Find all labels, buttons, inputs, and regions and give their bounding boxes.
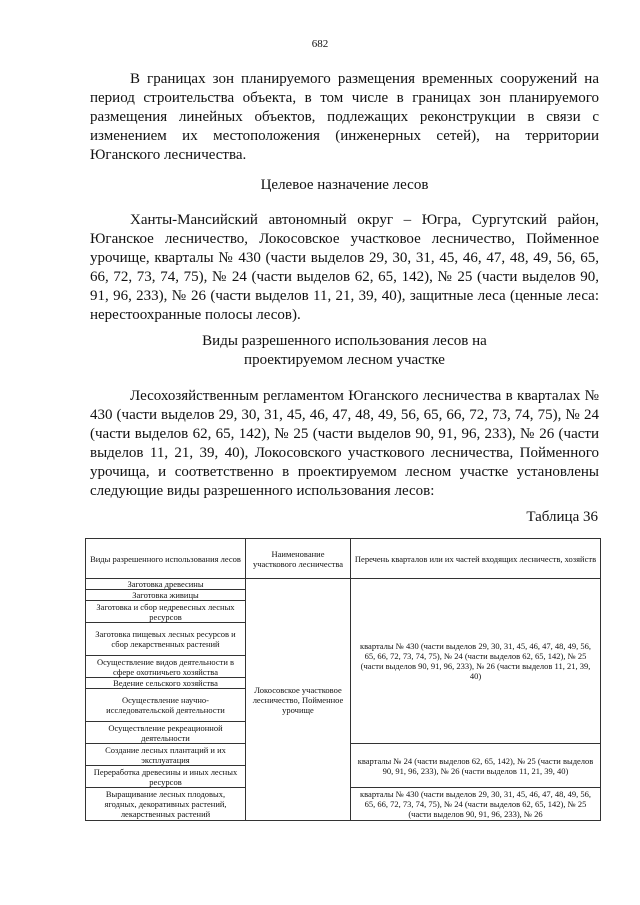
use-cell: Заготовка живицы bbox=[86, 590, 246, 601]
header-forestry: Наименование участкового лесничества bbox=[246, 539, 351, 579]
header-quarters: Перечень кварталов или их частей входящих лесничеств, хозяйств bbox=[351, 539, 601, 579]
table-row bbox=[86, 579, 601, 590]
header-uses: Виды разрешенного использования лесов bbox=[86, 539, 246, 579]
use-cell: Ведение сельского хозяйства bbox=[86, 678, 246, 689]
use-cell: Осуществление видов деятельности в сфере охотничьего хозяйства bbox=[86, 656, 246, 678]
quarters-cell: кварталы № 24 (части выделов 62, 65, 142), № 25 (части выделов 90, 91, 96, 233), № 26 (части выделов 11, 21, 39, 40) bbox=[351, 744, 601, 788]
section-heading-uses-line1: Виды разрешенного использования лесов на bbox=[202, 333, 487, 349]
section-heading-uses-line2: проектируемом лесном участке bbox=[244, 352, 445, 368]
table-header-row bbox=[86, 539, 601, 579]
table-label: Таблица 36 bbox=[526, 509, 598, 525]
intro-paragraph: В границах зон планируемого размещения временных сооружений на период строительства объекта, в том числе в границах зон планируемого размещения линейных объектов, подлежащих реконструкции в связи с изменением их местоположения (инженерных сетей), на территории Юганского лесничества. bbox=[90, 71, 599, 163]
forestry-cell: Локосовское участковое лесничество, Пойменное урочище bbox=[246, 579, 351, 821]
use-cell: Заготовка древесины bbox=[86, 579, 246, 590]
page-number: 682 bbox=[311, 38, 329, 50]
quarters-cell: кварталы № 430 (части выделов 29, 30, 31, 45, 46, 47, 48, 49, 56, 65, 66, 72, 73, 74, 75), № 24 (части выделов 62, 65, 142), № 25 (части выделов 90, 91, 96, 233), № 26 (части выделов 11, 21, 39, 40) bbox=[351, 579, 601, 744]
forest-uses-table bbox=[85, 538, 601, 821]
use-cell: Заготовка и сбор недревесных лесных ресурсов bbox=[86, 601, 246, 623]
quarters-cell: кварталы № 430 (части выделов 29, 30, 31, 45, 46, 47, 48, 49, 56, 65, 66, 72, 73, 74, 75), № 24 (части выделов 62, 65, 142), № 25 (части выделов 90, 91, 96, 233), № 26 bbox=[351, 788, 601, 821]
use-cell: Создание лесных плантаций и их эксплуатация bbox=[86, 744, 246, 766]
section-heading-purpose: Целевое назначение лесов bbox=[260, 177, 429, 193]
uses-paragraph: Лесохозяйственным регламентом Юганского лесничества в кварталах № 430 (части выделов 29, 30, 31, 45, 46, 47, 48, 49, 56, 65, 66, 72, 73, 74, 75), № 24 (части выделов 62, 65, 142), № 25 (части выделов 90, 91, 96, 233), № 26 (части выделов 11, 21, 39, 40), Локосовского участкового лесничества, Пойменного урочища, и соответственно в проектируемом лесном участке установлены следующие виды разрешенного использования лесов: bbox=[90, 388, 599, 499]
use-cell: Выращивание лесных плодовых, ягодных, декоративных растений, лекарственных растений bbox=[86, 788, 246, 821]
use-cell: Заготовка пищевых лесных ресурсов и сбор лекарственных растений bbox=[86, 623, 246, 656]
use-cell: Переработка древесины и иных лесных ресурсов bbox=[86, 766, 246, 788]
use-cell: Осуществление рекреационной деятельности bbox=[86, 722, 246, 744]
use-cell: Осуществление научно-исследовательской деятельности bbox=[86, 689, 246, 722]
purpose-paragraph: Ханты-Мансийский автономный округ – Югра, Сургутский район, Юганское лесничество, Локосовское участковое лесничество, Пойменное урочище, кварталы № 430 (части выделов 29, 30, 31, 45, 46, 47, 48, 49, 56, 65, 66, 72, 73, 74, 75), № 24 (части выделов 62, 65, 142), № 25 (части выделов 90, 91, 96, 233), № 26 (части выделов 11, 21, 39, 40), защитные леса (ценные леса: нерестоохранные полосы лесов). bbox=[90, 212, 599, 323]
